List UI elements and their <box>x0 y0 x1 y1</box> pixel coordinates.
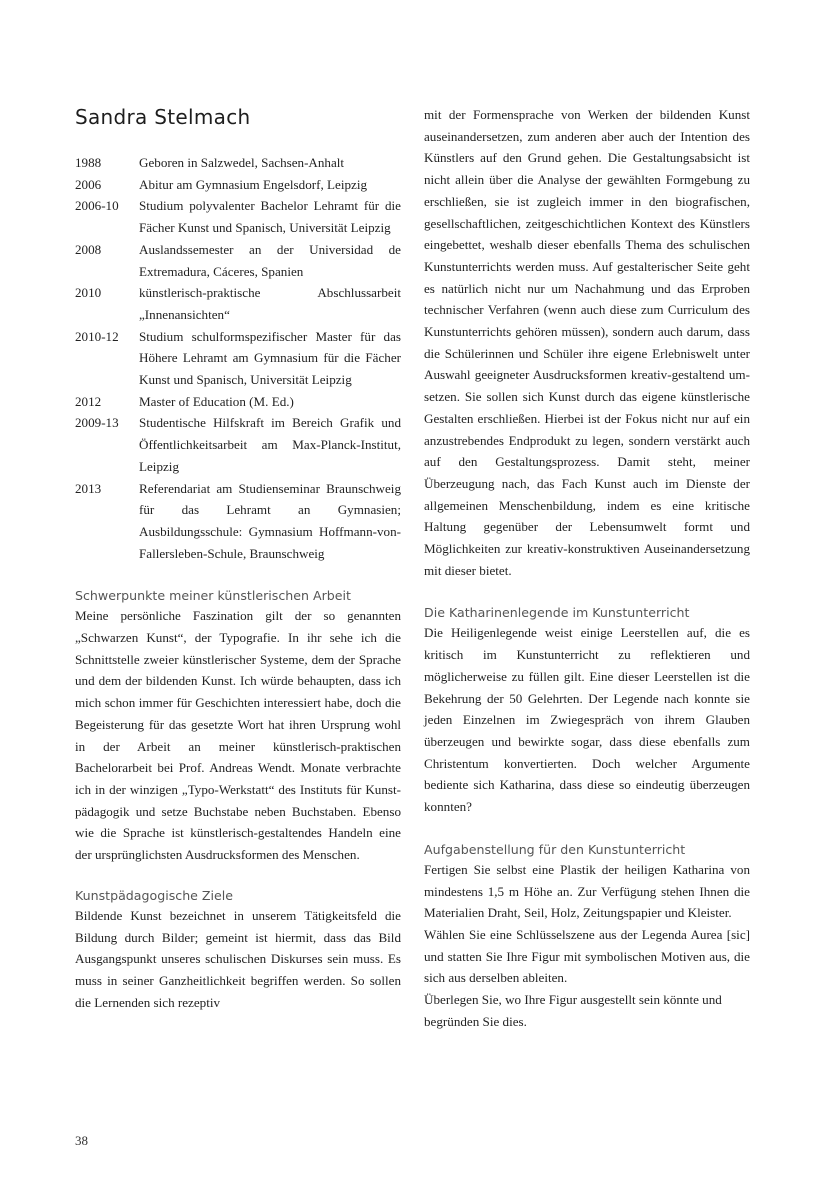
section-text: Meine persönliche Faszination gilt der so genannten „Schwarzen Kunst“, der Typografie. In ihr sehe ich die Schnittstelle zweier künstlerischer Systeme, dem der Sprache und dem der bildenden Kunst. Ich würde behaupten, dass ich mich schon immer für Geschichten interessiert habe, doch die Begeisterung für das gesetzte Wort hat ihren Ursprung wohl in der Arbeit an meiner künstlerisch-praktischen Bachelorarbeit bei Prof. Andreas Wendt. Monate verbrachte ich in der winzigen „Typo-Werkstatt“ des Instituts für Kunstpädagogik und setze Buchstabe neben Buchstaben. Ebenso wie die Sprache ist künstlerisch-gestaltendes Handeln eine der ursprünglichsten Ausdrucksformen des Menschen. <box>75 608 401 863</box>
section-heading: Die Katharinenlegende im Kunstunterricht <box>424 605 690 621</box>
cv-year: 2013 <box>75 480 102 496</box>
section-heading: Schwerpunkte meiner künstlerischen Arbeit <box>75 588 351 604</box>
cv-text: künstlerisch-praktische Abschlussarbeit „Innenansichten“ <box>139 285 401 322</box>
right-column <box>424 104 750 1032</box>
cv-text: Referendariat am Studienseminar Braunschweig für das Lehramt an Gymnasien; Ausbildungsschule: Gymnasium Hoffmann-von-Fallersleben-Schule, Braunschweig <box>139 480 401 561</box>
cv-entry <box>75 174 401 196</box>
left-column <box>75 104 401 1013</box>
cv-entry <box>75 412 401 477</box>
cv-text: Auslandssemester an der Universidad de Extremadura, Cáceres, Spanien <box>139 241 401 279</box>
cv-entry <box>75 282 401 325</box>
page-number: 38 <box>75 1133 88 1148</box>
cv-entry <box>75 195 401 238</box>
cv-list <box>75 152 401 564</box>
section-heading: Aufgabenstellung für den Kunstunterricht <box>424 841 686 857</box>
cv-entry <box>75 152 401 174</box>
task-paragraph: Wählen Sie eine Schlüsselszene aus der Legenda Aurea [sic] und statten Sie Ihre Figur mit symbolischen Motiven aus, die sich aus derselben ableiten. <box>424 926 750 986</box>
cv-entry <box>75 326 401 391</box>
task-paragraph: Fertigen Sie selbst eine Plastik der heiligen Katharina von mindestens 1,5 m Höhe an. Zur Verfügung stehen Ihnen die Materialien Draht, Seil, Holz, Zeitungspapier und Kleister. <box>424 861 750 921</box>
cv-text: Studentische Hilfskraft im Bereich Grafik und Öffentlichkeitsarbeit am Max-Planck-Institut, Leipzig <box>139 415 401 474</box>
cv-year: 2012 <box>75 393 102 409</box>
cv-year: 2008 <box>75 241 102 257</box>
section-text: Die Heiligenlegende weist einige Leerstellen auf, die es kritisch im Kunstunterricht zu reflektieren und möglicherweise zu füllen gilt. Eine dieser Leerstellen ist die Bekehrung der 50 Gelehrten. Der Legende nach konnte sie jeden Einzelnen im Zwiegespräch von ihrem Glauben überzeugen und bewirkte sogar, dass diese ebenfalls zum Christentum konvertierten. Doch welcher Argumente bediente sich Katharina, dass diese so eindeutig überzeugen konnten? <box>424 625 750 815</box>
cv-year: 2006 <box>75 176 102 192</box>
section-text: Bildende Kunst bezeichnet in unserem Tätigkeitsfeld die Bildung durch Bilder; gemeint ist hiermit, dass das Bild Ausgangspunkt unseres schulischen Diskurses sein muss. Es muss in seiner Ganzheitlichkeit begriffen werden. So sollen die Lernenden sich rezeptiv <box>75 907 401 1010</box>
cv-year: 1988 <box>75 155 102 170</box>
task-paragraph: Überlegen Sie, wo Ihre Figur ausgestellt sein könnte und begründen Sie dies. <box>424 992 722 1029</box>
section-heading: Kunstpädagogische Ziele <box>75 887 234 903</box>
author-name: Sandra Stelmach <box>75 105 251 129</box>
cv-year: 2010-12 <box>75 328 119 344</box>
cv-year: 2006-10 <box>75 198 119 214</box>
section-text-continuation: mit der Formensprache von Werken der bildenden Kunst auseinandersetzen, zum anderen aber auch der Intention des Künstlers auf den Grund gehen. Die Gestaltungsabsicht ist nicht allein über die Analyse der gewählten Formgebung zu erschließen, sie ist zugleich immer in den biografischen, gesellschaftlichen, zeitgeschichtlichen Kontext des Künstlers eingebettet, weshalb dieser ebenfalls Thema des schulischen Kunstunterrichts werden muss. Auf gestalterischer Seite geht es natürlich nicht nur um Nachahmung und das Erproben technischer Verfahren (wenn auch diese zum Curriculum des Kunstunterrichts gehören müssen), sondern auch darum, dass die Schülerinnen und Schüler ihre eigene Erlebniswelt unter Auswahl geeigneter Ausdrucksformen kreativ-gestaltend umsetzen. Sie sollen sich Kunst durch das eigene künstlerische Gestalten erschließen. Hierbei ist der Fokus nicht nur auf ein anzustrebendes Endprodukt zu legen, sondern verstärkt auch auf den Gestaltungsprozess. Damit steht, meiner Überzeugung nach, das Fach Kunst auch im Dienste der allgemeinen Menschenbildung, indem es eine kritische Haltung gegenüber der Lebensumwelt formt und Möglichkeiten zur kreativ-konstruktiven Auseinandersetzung mit dieser bietet. <box>424 107 750 578</box>
cv-text: Studium schulformspezifischer Master für das Höhere Lehramt am Gymnasium für die Fächer Kunst und Spanisch, Universität Leipzig <box>139 328 401 388</box>
cv-text: Studium polyvalenter Bachelor Lehramt für die Fächer Kunst und Spanisch, Universität Leipzig <box>139 198 401 236</box>
cv-text: Master of Education (M. Ed.) <box>139 393 294 409</box>
cv-text: Geboren in Salzwedel, Sachsen-Anhalt <box>139 155 345 170</box>
cv-entry <box>75 239 401 282</box>
cv-entry <box>75 391 401 413</box>
cv-entry <box>75 478 401 565</box>
cv-year: 2009-13 <box>75 415 119 431</box>
cv-year: 2010 <box>75 285 102 301</box>
cv-text: Abitur am Gymnasium Engelsdorf, Leipzig <box>139 176 368 192</box>
